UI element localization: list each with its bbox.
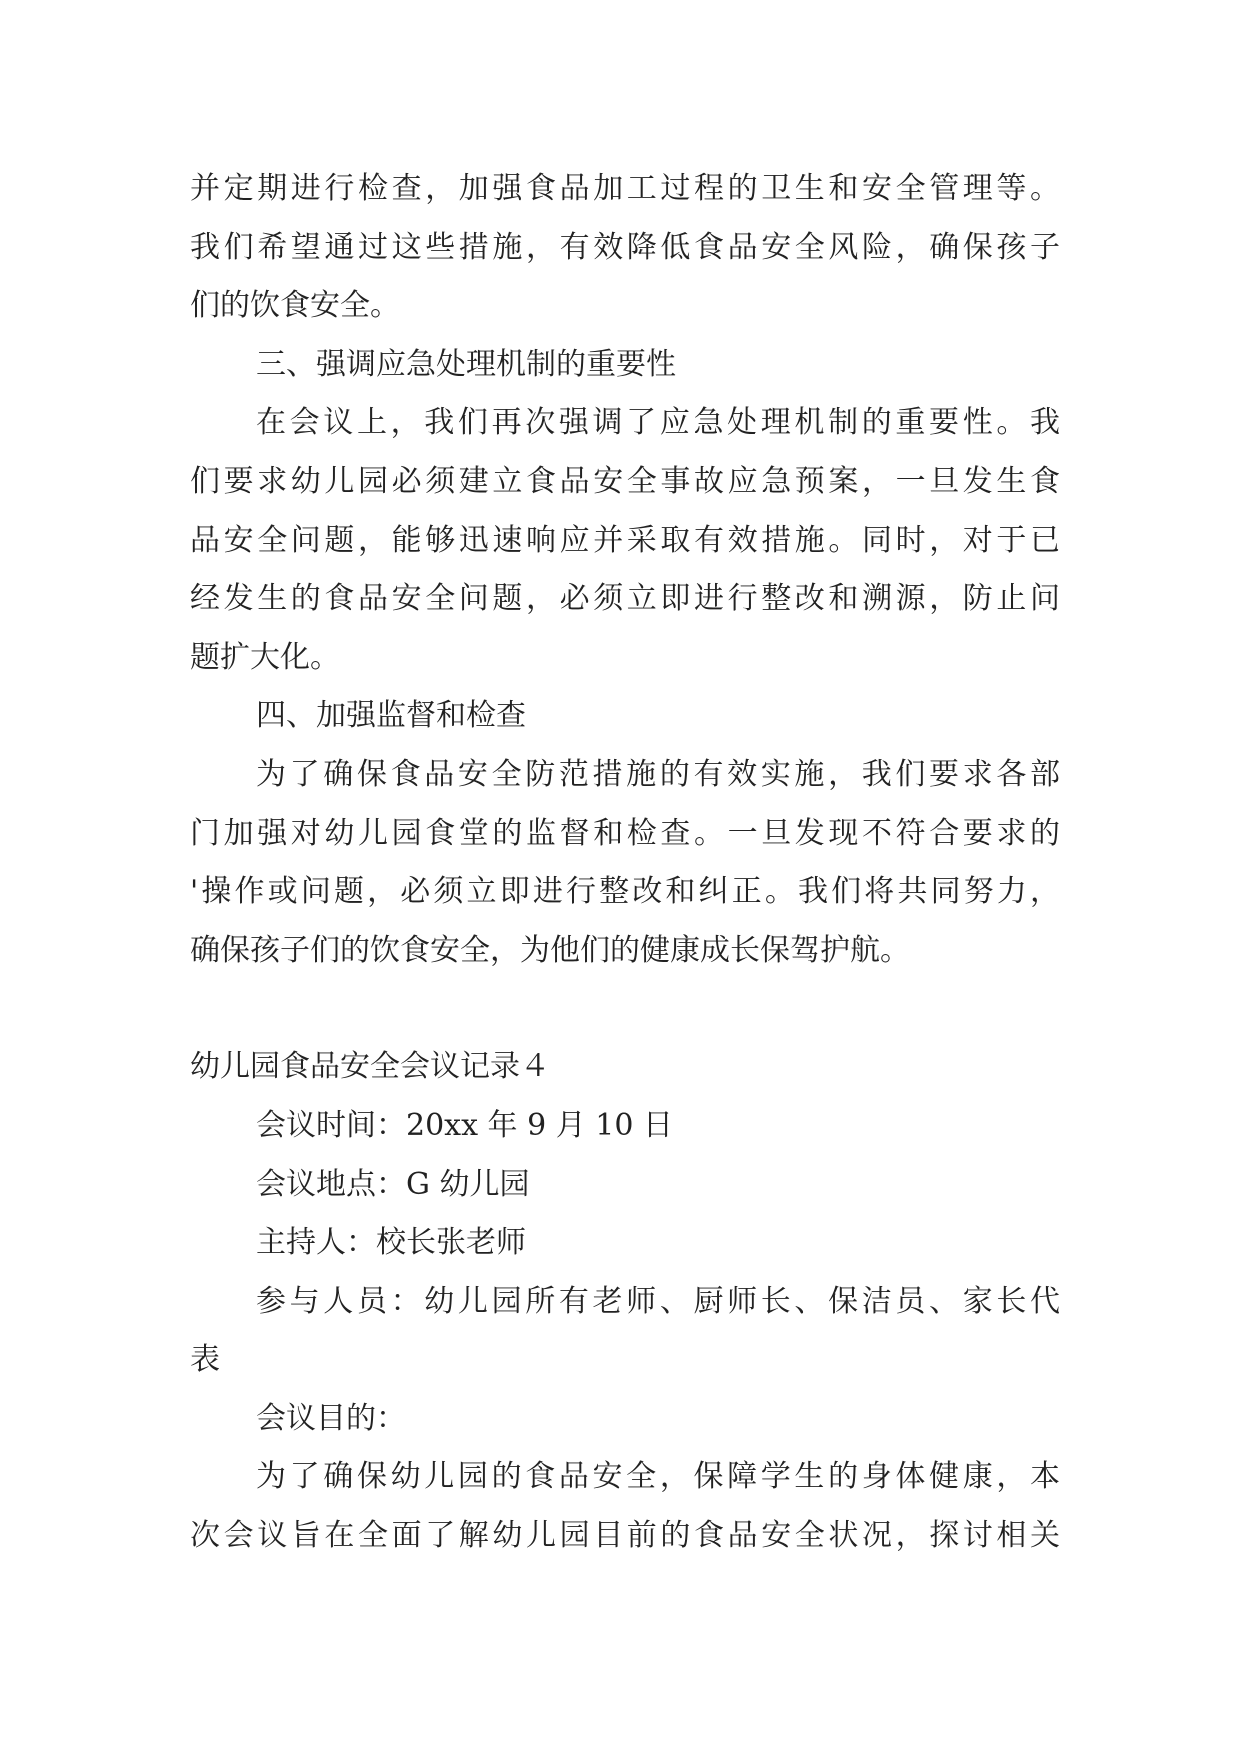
- meeting-participants: 表: [190, 1342, 220, 1378]
- meeting-purpose-line: 次会议旨在全面了解幼儿园目前的食品安全状况，探讨相关: [190, 1518, 1060, 1554]
- paragraph-line: 确保孩子们的饮食安全，为他们的健康成长保驾护航。: [190, 932, 910, 968]
- section-spacer: [190, 980, 1060, 1038]
- paragraph-line: 并定期进行检查，加强食品加工过程的卫生和安全管理等。: [190, 171, 1060, 206]
- paragraph-line: 们要求幼儿园必须建立食品安全事故应急预案，一旦发生食: [190, 463, 1060, 499]
- meeting-participants: 参与人员：幼儿园所有老师、厨师长、保洁员、家长代: [256, 1283, 1060, 1319]
- record-title: 幼儿园食品安全会议记录４: [190, 1049, 550, 1085]
- paragraph-line: 为了确保食品安全防范措施的有效实施，我们要求各部: [256, 756, 1060, 792]
- section-heading-4: 四、加强监督和检查: [256, 698, 526, 734]
- meeting-purpose-line: 为了确保幼儿园的食品安全，保障学生的身体健康，本: [256, 1459, 1060, 1495]
- paragraph-line: 门加强对幼儿园食堂的监督和检查。一旦发现不符合要求的: [190, 815, 1060, 851]
- section-heading-3: 三、强调应急处理机制的重要性: [256, 346, 676, 382]
- paragraph-line: 们的饮食安全。: [190, 288, 400, 324]
- paragraph-line: 经发生的食品安全问题，必须立即进行整改和溯源，防止问: [190, 581, 1060, 617]
- meeting-purpose-label: 会议目的：: [256, 1400, 406, 1436]
- meeting-host: 主持人：校长张老师: [256, 1225, 526, 1261]
- paragraph-line: 我们希望通过这些措施，有效降低食品安全风险，确保孩子: [190, 229, 1060, 265]
- paragraph-line: 在会议上，我们再次强调了应急处理机制的重要性。我: [256, 405, 1060, 441]
- meeting-time: 会议时间：20xx 年 9 月 10 日: [256, 1107, 673, 1143]
- paragraph-line: 题扩大化。: [190, 639, 340, 675]
- paragraph-line: '操作或问题，必须立即进行整改和纠正。我们将共同努力，: [190, 874, 1060, 910]
- document-body: [190, 160, 1060, 1566]
- paragraph-line: 品安全问题，能够迅速响应并采取有效措施。同时，对于已: [190, 522, 1060, 558]
- meeting-place: 会议地点：G 幼儿园: [256, 1166, 530, 1202]
